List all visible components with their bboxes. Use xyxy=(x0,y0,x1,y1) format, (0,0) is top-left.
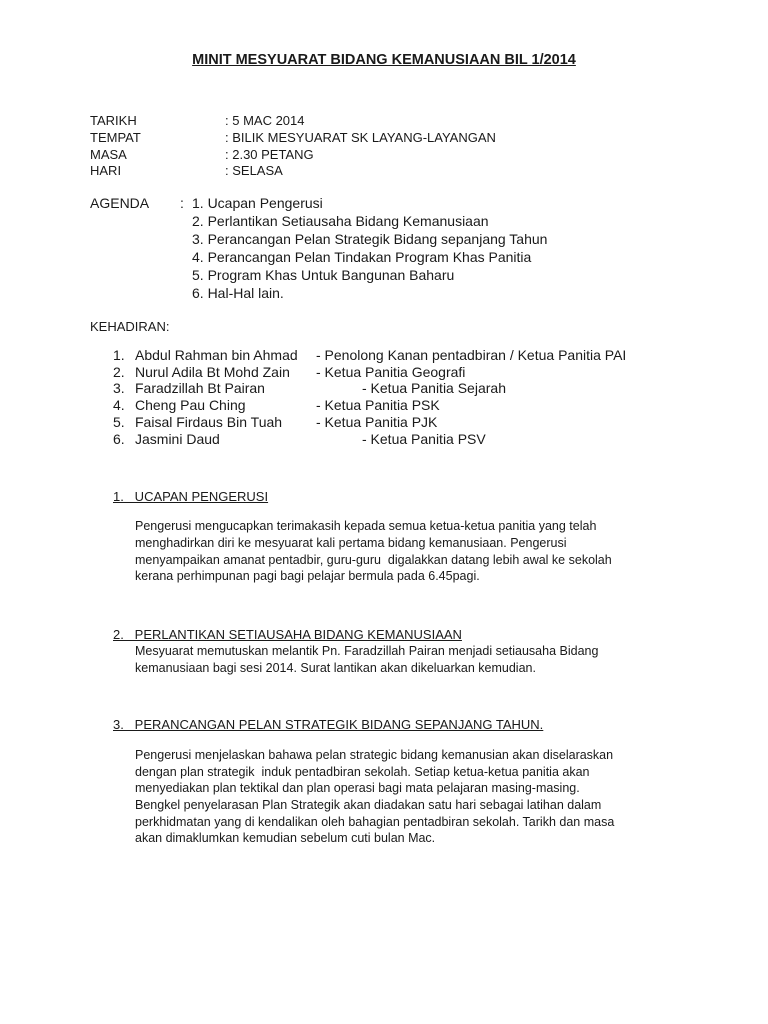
agenda-item: 4. Perancangan Pelan Tindakan Program Khas Panitia xyxy=(192,249,532,265)
attendee-number: 3. xyxy=(113,380,125,396)
attendee-name: Abdul Rahman bin Ahmad xyxy=(135,347,298,363)
meta-value-time: : 2.30 PETANG xyxy=(225,147,314,162)
attendee-name: Cheng Pau Ching xyxy=(135,397,246,413)
meta-label-day: HARI xyxy=(90,163,122,178)
meta-label-time: MASA xyxy=(90,147,127,162)
agenda-item: 5. Program Khas Untuk Bangunan Baharu xyxy=(192,267,455,283)
attendee-role: - Ketua Panitia Geografi xyxy=(316,364,466,380)
section-line: akan dimaklumkan kemudian sebelum cuti bulan Mac. xyxy=(135,831,436,845)
section-line: menghadirkan diri ke mesyuarat kali pertama bidang kemanusiaan. Pengerusi xyxy=(135,536,567,550)
meta-label-place: TEMPAT xyxy=(90,130,141,145)
attendee-number: 6. xyxy=(113,431,125,447)
meta-label-date: TARIKH xyxy=(90,113,137,128)
attendee-role: - Penolong Kanan pentadbiran / Ketua Panitia PAI xyxy=(316,347,627,363)
section-line: Mesyuarat memutuskan melantik Pn. Faradzillah Pairan menjadi setiausaha Bidang xyxy=(135,644,599,658)
agenda-item: 1. Ucapan Pengerusi xyxy=(192,195,323,211)
attendee-name: Jasmini Daud xyxy=(135,431,220,447)
attendee-role: - Ketua Panitia PSK xyxy=(316,397,440,413)
agenda-item: 6. Hal-Hal lain. xyxy=(192,285,284,301)
attendee-number: 5. xyxy=(113,414,125,430)
meta-value-day: : SELASA xyxy=(225,163,283,178)
attendee-number: 2. xyxy=(113,364,125,380)
agenda-label: AGENDA xyxy=(90,195,150,211)
section-line: kerana perhimpunan pagi bagi pelajar bermula pada 6.45pagi. xyxy=(135,569,480,583)
document-title: MINIT MESYUARAT BIDANG KEMANUSIAAN BIL 1/2014 xyxy=(192,52,576,68)
section-heading-ucapan: 1. UCAPAN PENGERUSI xyxy=(113,489,269,504)
agenda-item: 3. Perancangan Pelan Strategik Bidang sepanjang Tahun xyxy=(192,231,548,247)
section-line: kemanusiaan bagi sesi 2014. Surat lantikan akan dikeluarkan kemudian. xyxy=(135,661,536,675)
attendee-number: 1. xyxy=(113,347,125,363)
section-line: Pengerusi menjelaskan bahawa pelan strategic bidang kemanusian akan diselaraskan xyxy=(135,748,614,762)
agenda-item: 2. Perlantikan Setiausaha Bidang Kemanusiaan xyxy=(192,213,489,229)
section-line: Pengerusi mengucapkan terimakasih kepada semua ketua-ketua panitia yang telah xyxy=(135,519,597,533)
section-line: Bengkel penyelarasan Plan Strategik akan diadakan satu hari sebagai latihan dalam xyxy=(135,798,602,812)
attendee-name: Faradzillah Bt Pairan xyxy=(135,380,265,396)
section-line: menyediakan plan tektikal dan plan operasi bagi mata pelajaran masing-masing. xyxy=(135,781,580,795)
attendee-role: - Ketua Panitia PSV xyxy=(362,431,486,447)
attendance-label: KEHADIRAN: xyxy=(90,319,170,334)
attendee-role: - Ketua Panitia PJK xyxy=(316,414,438,430)
section-heading-perlantikan: 2. PERLANTIKAN SETIAUSAHA BIDANG KEMANUSIAAN xyxy=(113,627,462,642)
agenda-colon: : xyxy=(180,195,184,211)
meta-value-place: : BILIK MESYUARAT SK LAYANG-LAYANGAN xyxy=(225,130,496,145)
section-heading-perancangan: 3. PERANCANGAN PELAN STRATEGIK BIDANG SEPANJANG TAHUN. xyxy=(113,717,544,732)
attendee-role: - Ketua Panitia Sejarah xyxy=(362,380,506,396)
attendee-number: 4. xyxy=(113,397,125,413)
section-line: dengan plan strategik induk pentadbiran sekolah. Setiap ketua-ketua panitia akan xyxy=(135,765,590,779)
section-line: menyampaikan amanat pentadbir, guru-guru digalakkan datang lebih awal ke sekolah xyxy=(135,553,612,567)
section-line: perkhidmatan yang di kendalikan oleh bahagian pentadbiran sekolah. Tarikh dan masa xyxy=(135,815,615,829)
attendee-name: Nurul Adila Bt Mohd Zain xyxy=(135,364,290,380)
attendee-name: Faisal Firdaus Bin Tuah xyxy=(135,414,283,430)
meta-value-date: : 5 MAC 2014 xyxy=(225,113,305,128)
